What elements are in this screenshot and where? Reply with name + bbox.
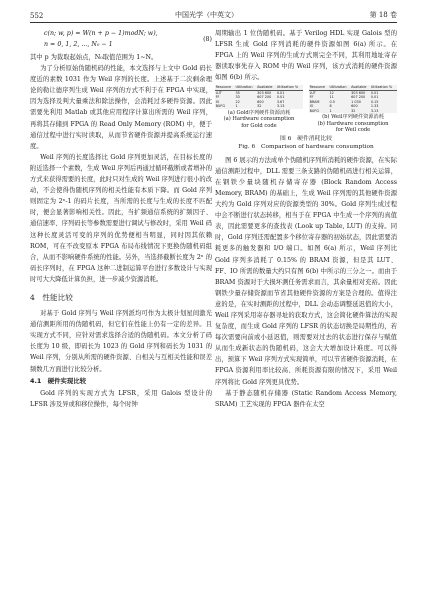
table-header-cell: Utilization [329, 85, 351, 90]
header-rule [30, 22, 397, 23]
figure-caption-en: Fig. 6 Comparison of hardware consumption [238, 144, 374, 151]
table-cell: 600 [351, 104, 358, 109]
table-cell: 0.01 [276, 90, 285, 95]
table-cell: 3.67 [276, 99, 285, 104]
table-cell: 11 [329, 95, 334, 100]
figure-caption-cn: 图 6 硬件消耗比较 [280, 135, 332, 142]
page-number: 552 [30, 12, 44, 20]
paragraph: 图 6 展示的方法成单个伪随机序列所消耗的硬件资源，在实际通信测距过程中，DLL 需要三条支路的伪随机码进行相关运算，在钢铁少量块随机存储寄存器 (Block Random Access Memory, BRAM) 的基础上，生成 Weil 序列需的其他硬件资源大约为 Gold 序列对应的资源类型的 30%。Gold 序列生成过程中会不断进行状态转移，相当于在 FPGA 中生成一个序列的真值表，因此需要更多的查找表 (Look up Table, LUT) 的支持。同时，Gold 序列还需配置多个移位寄存器的初始状态，因此需要消耗更多的触发器和 I/O 端口。如图 6(a) 所示，Weil 序列比 Gold 序列多消耗了 0.15% 的 BRAM 资源，但是其 LUT、FF、IO 所需的数量大约只有图 6(b) 中所示的三分之一。而由于 BRAM 资源对于大损坏测任务需求而言，其余量相对充裕。因此钢铁少量存储资源而节省其他硬件资源的方案是合理的。值得注意的是，在实时测距的过程中，DLL 会动态调整延迟值的大小，Weil 序列采用寄存器寻址的获取方式，这会简化硬件算法的实现复杂度，而生成 Gold 序列的 LFSR 的状态切换是局期性的，若每次需要向前或小延迟值，则需要对过去的状态进行保存与赋值从而生成新状态的伪随机码，这会大大增加设计难度。可以得出，预算下 Weil 序列方式实现简单，可以节省硬件资源消耗，在 FPGA 资源利用率比较高、所耗资源有限的情况下，采用 Weil 序列将比 Gold 序列更具优势。 [215, 156, 397, 386]
table-cell: 12 [329, 90, 334, 95]
table-cell: 0.5 [329, 99, 335, 104]
table-cell: BRAM [309, 99, 320, 104]
panel-b-caption [309, 114, 397, 134]
table-cell: 303 600 [351, 90, 366, 95]
volume-label: 第 18 卷 [369, 11, 397, 19]
table-cell: FF [215, 95, 220, 100]
table-header-cell: Utilization [235, 85, 257, 90]
section-heading: 4 性能比较 [30, 292, 73, 302]
figure-panel-b [309, 85, 397, 133]
table-header-cell: Available [257, 85, 277, 90]
caption-line: (b) Weil序列硬件资源消耗 [322, 113, 384, 120]
equation-number: (8) [203, 36, 212, 43]
table-cell: 32 [351, 108, 356, 113]
table-cell: 0.15 [370, 99, 379, 104]
gold-resource-table [215, 85, 303, 108]
running-header [30, 8, 397, 20]
table-cell: 35 [235, 90, 240, 95]
table-cell: IO [309, 104, 314, 109]
paragraph: 基于静态随机存储器 (Static Random Access Memory, SRAM) 工艺实现的 FPGA 器件在太空 [215, 389, 397, 408]
equation-line-1: c(n; w, p) = W(n + p − 1)modN; w), [44, 30, 158, 37]
table-cell: 1 030 [351, 99, 361, 104]
caption-line: (b) Hardware consumption [317, 120, 389, 127]
right-column [215, 28, 397, 410]
table-cell: 600 [257, 99, 264, 104]
table-row [309, 109, 397, 113]
table-cell: 1 [329, 108, 332, 113]
table-cell: LUT [309, 90, 316, 95]
table-cell: BUFG [215, 104, 225, 109]
table-header-cell: Resource [215, 85, 235, 90]
panel-a-caption [215, 110, 303, 130]
table-cell: 3.13 [370, 108, 379, 113]
figure-caption [215, 135, 397, 152]
table-cell: 607 200 [351, 95, 366, 100]
paragraph: 周期输出 1 位伪随机码。基于 Verilog HDL 实现 Galois 型的 LFSR 生成 Gold 序列消耗的硬件资源如图 6(a) 所示。在 FPGA 上的 Weil 序列的生成方式则完全不同，其利用地址寄存器读取事先存入 ROM 中的 Weil 序列，该方式消耗的硬件资源如图 6(b) 所示。 [215, 30, 397, 82]
table-cell: 0.01 [370, 95, 379, 100]
table-cell: 0.01 [370, 90, 379, 95]
caption-line: (a) Hardware consumption [223, 116, 295, 123]
table-cell: 22 [235, 99, 240, 104]
paragraph: Weil 序列的长度选择比 Gold 序列更加灵活，在目标长度的附近选择一个素数，生成 Weil 序列后再通过循环截断或者增补的方式来获得需要的长度，此时只对生成的 Weil 序列进行很小的改动，不会使得伪随机序列的相关性能有本质下降。而 Gold 序列则固定为 2ⁿ-1 的码片长度，当所需的长度与生成的长度不匹配时，便会显著影响相关性。因此，当扩频通信系统的扩频因子、通信速率、序列码长等参数需要进行调试与修改时，采用 Weil 码这种长度灵活可变的序列的优势便相当明显，同时因其依赖 ROM，可在不改变原本 FPGA 布局布线情况下更换伪随机码组合，从而不影响硬件系统的性能。另外，当选择截断长度为 2ⁿ 的码长序列时，在 FPGA 这种二进制运算平台进行多数设计与实现时可大大降低计算负担，进一步减少资源消耗。 [30, 153, 212, 283]
table-cell: 303 600 [257, 90, 272, 95]
weil-resource-table [309, 85, 397, 112]
left-column [30, 28, 212, 410]
paragraph: 对基于 Gold 序列与 Weil 序列派均可作为太极计划星间激光通信测距所用的伪随机码，但它们在性能上仍有一定的差异。且实现方式不同，应针对需求选择合适的伪随机码。本文分析了码长度为 10 级，即码长为 1023 的 Gold 序列和码长为 1031 的 Weil 序列，分别从所需的硬件资源、自相关与互相关性能和误差频数几方面进行比较分析。 [30, 310, 212, 373]
table-cell: 607 200 [257, 95, 272, 100]
table-cell: IO [215, 99, 220, 104]
equation-note: 其中 p 为裁取起始点，N₀取值范围为 1~N。 [30, 54, 158, 61]
table-cell: 8 [329, 104, 332, 109]
table-cell: 33 [235, 95, 240, 100]
figure-6 [215, 85, 397, 133]
table-cell: 1 [235, 104, 238, 109]
table-cell: 32 [257, 104, 262, 109]
table-header-cell: Resource [309, 85, 329, 90]
table-cell: LUT [215, 90, 222, 95]
table-header-cell: Utilization % [370, 85, 397, 90]
table-cell: FF [309, 95, 314, 100]
caption-line: (a) Gold序列硬件资源消耗 [227, 109, 291, 116]
equation-8 [30, 28, 212, 52]
caption-line: for Gold code [241, 122, 277, 129]
table-cell: BUFG [309, 108, 319, 113]
paragraph: 为了分析原始伪随机码的性能，本文选择与上文中 Gold 码长度近的素数 1031 作为 Weil 序列的长度。上述基于二次剩余理论的勒让德序列生成 Weil 序列的方式不利于在 FPGA 中实现，因为选择及判大量乘法和除法操作，会消耗过多硬件资源。因此需要先利用 Matlab 或其他应用程序计算出所需的 Weil 序列，再将其存储到 FPGA 的 Read Only Memory (ROM) 中，便于通信过程中进行实时读取，从而节省硬件资源并提高系统运行速度。 [30, 65, 212, 150]
paragraph: Gold 序列的实现方式为 LFSR，采用 Galois 型设计的 LFSR 涉及异或和移位操作，每个时钟 [30, 389, 212, 408]
subsection-heading: 4.1 硬件实现比较 [30, 376, 87, 385]
table-header-cell: Available [351, 85, 371, 90]
table-cell: 1.33 [370, 104, 379, 109]
table-cell: 3.13 [276, 104, 285, 109]
table-row [215, 104, 303, 108]
figure-panel-a [215, 85, 303, 133]
table-header-cell: Utilization % [276, 85, 303, 90]
table-cell: 0.01 [276, 95, 285, 100]
caption-line: for Weil code [335, 127, 371, 134]
journal-title: 中国光学（中英文） [175, 11, 238, 19]
equation-line-2: n = 0, 1, 2, ..., N₀ − 1 [44, 41, 113, 48]
